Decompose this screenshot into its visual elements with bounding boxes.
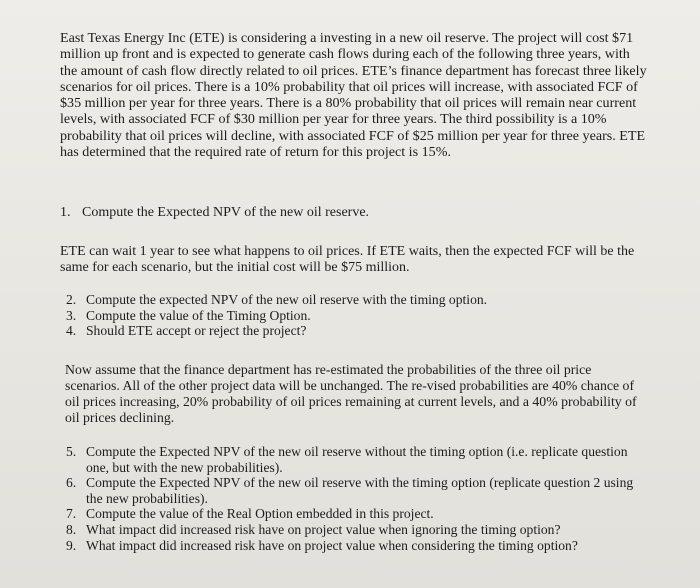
question-text: Compute the value of the Timing Option.	[86, 307, 311, 323]
question-item	[60, 292, 650, 308]
question-text: Compute the value of the Real Option embedded in this project.	[86, 506, 434, 522]
question-number: 2.	[66, 292, 77, 307]
reestimate-paragraph: Now assume that the finance department has re-estimated the probabilities of the three oil price scenarios. All of the other project data will be unchanged. The re-vised probabilities are 40% chance of oil prices increasing, 20% probability of oil prices remaining at current levels, and a 40% probability of oil prices declining.	[65, 362, 637, 425]
question-number: 7.	[66, 506, 77, 522]
question-list-new-probabilities	[60, 444, 650, 553]
intro-paragraph: East Texas Energy Inc (ETE) is considering a investing in a new oil reserve. The project will cost $71 million up front and is expected to generate cash flows during each of the following three years, with the amount of cash flow directly related to oil prices. ETE’s finance department has forecast three likely scenarios for oil prices. There is a 10% probability that oil prices will increase, with associated FCF of $35 million per year for three years. There is a 80% probability that oil prices will remain near current levels, with associated FCF of $30 million per year for three years. The third possibility is a 10% probability that oil prices will decline, with associated FCF of $25 million per year for three years. ETE has determined that the required rate of return for this project is 15%.	[60, 30, 647, 161]
question-text: Compute the Expected NPV of the new oil reserve with the timing option (replicate question 2 using the new probabilities).	[86, 475, 634, 506]
question-number: 6.	[66, 475, 77, 491]
question-item	[60, 308, 650, 324]
question-item	[60, 205, 650, 221]
question-item	[60, 444, 650, 475]
question-number: 8.	[66, 521, 77, 537]
question-text: Should ETE accept or reject the project?	[86, 323, 307, 339]
question-list-1	[60, 205, 650, 221]
question-number: 5.	[66, 444, 77, 459]
question-item	[60, 522, 650, 538]
question-list-timing	[60, 292, 650, 339]
question-number: 1.	[60, 205, 71, 220]
question-text: Compute the Expected NPV of the new oil reserve without the timing option (i.e. replicate question one, but with the new probabilities).	[86, 444, 628, 475]
question-text: Compute the Expected NPV of the new oil reserve.	[82, 205, 370, 220]
question-item	[60, 538, 650, 554]
question-number: 3.	[66, 307, 77, 323]
question-number: 4.	[66, 323, 77, 339]
question-item	[60, 475, 650, 506]
wait-paragraph: ETE can wait 1 year to see what happens to oil prices. If ETE waits, then the expected FCF will be the same for each scenario, but the initial cost will be $75 million.	[60, 244, 635, 275]
question-text: What impact did increased risk have on project value when ignoring the timing option?	[86, 521, 561, 537]
question-text: What impact did increased risk have on project value when considering the timing option?	[86, 537, 578, 553]
question-text: Compute the expected NPV of the new oil reserve with the timing option.	[86, 292, 488, 307]
question-item	[60, 506, 650, 522]
question-item	[60, 323, 650, 339]
question-number: 9.	[66, 537, 77, 553]
